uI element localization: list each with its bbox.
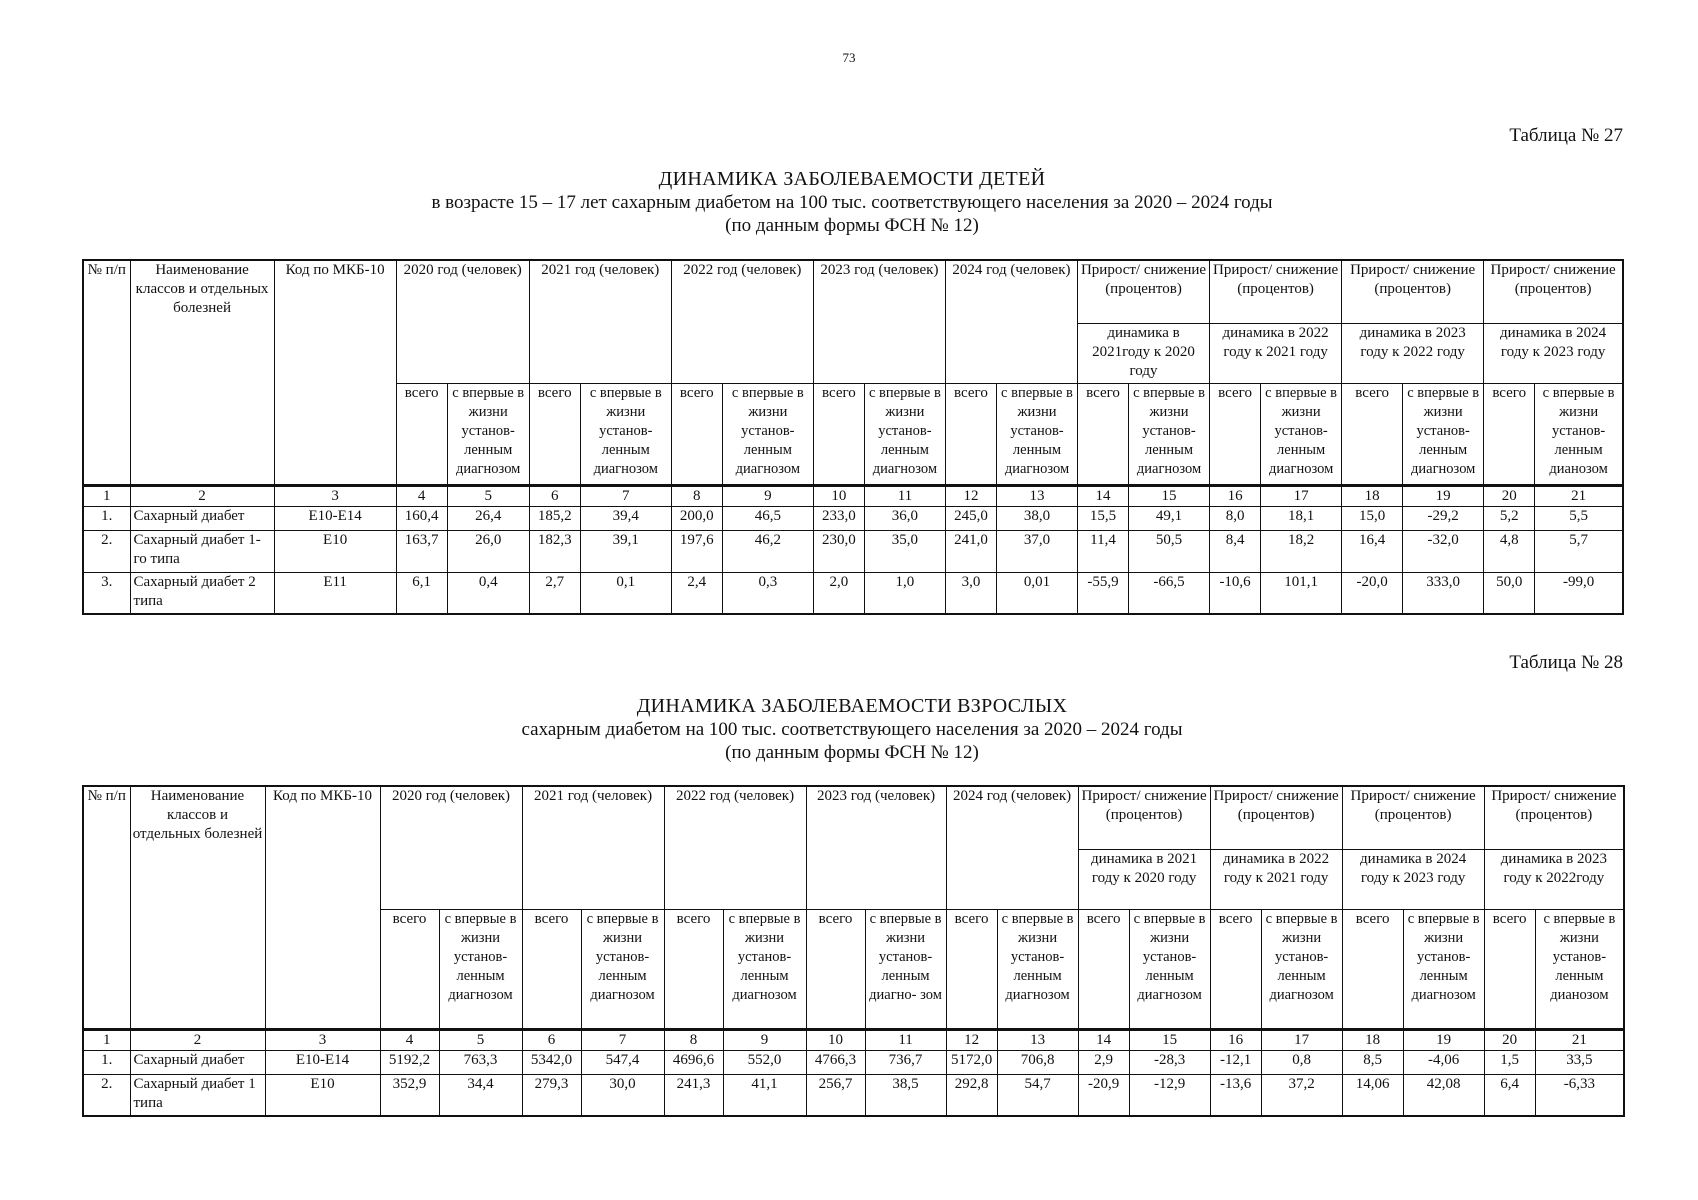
header-total: всего <box>813 383 864 485</box>
column-number: 8 <box>664 1029 723 1050</box>
column-number: 19 <box>1403 1029 1484 1050</box>
value-cell: 292,8 <box>946 1074 997 1116</box>
column-number: 6 <box>522 1029 581 1050</box>
column-number: 10 <box>806 1029 865 1050</box>
value-cell: 256,7 <box>806 1074 865 1116</box>
column-number: 6 <box>529 485 580 506</box>
header-total: всего <box>380 909 439 1029</box>
header-dynamics: динамика в 2022 году к 2021 году <box>1210 849 1342 909</box>
value-cell: -28,3 <box>1129 1050 1210 1074</box>
header-total: всего <box>529 383 580 485</box>
column-number: 5 <box>447 485 529 506</box>
header-growth: Прирост/ снижение (процентов) <box>1342 260 1484 323</box>
header-total: всего <box>946 909 997 1029</box>
header-total: всего <box>1210 383 1261 485</box>
value-cell: 182,3 <box>529 530 580 572</box>
row-number: 1. <box>83 1050 130 1074</box>
value-cell: 200,0 <box>671 506 722 530</box>
table-title-block <box>82 695 1622 764</box>
header-total: всего <box>396 383 447 485</box>
value-cell: 1,0 <box>864 572 945 614</box>
morbidity-table-children <box>82 259 1624 615</box>
header-total: всего <box>1342 383 1403 485</box>
column-number: 8 <box>671 485 722 506</box>
header-total: всего <box>1078 909 1129 1029</box>
value-cell: 38,0 <box>996 506 1077 530</box>
value-cell: 352,9 <box>380 1074 439 1116</box>
column-number: 16 <box>1210 485 1261 506</box>
header-growth: Прирост/ снижение (процентов) <box>1210 786 1342 849</box>
value-cell: -13,6 <box>1210 1074 1261 1116</box>
header-year-2021: 2021 год (человек) <box>522 786 664 909</box>
value-cell: -20,9 <box>1078 1074 1129 1116</box>
header-total: всего <box>664 909 723 1029</box>
column-number: 2 <box>130 485 274 506</box>
table-label: Таблица № 27 <box>1509 125 1623 146</box>
column-number-row <box>83 1029 1624 1050</box>
value-cell: 4766,3 <box>806 1050 865 1074</box>
column-number: 4 <box>380 1029 439 1050</box>
disease-name: Сахарный диабет 1-го типа <box>130 530 274 572</box>
value-cell: 0,1 <box>580 572 671 614</box>
column-number: 2 <box>130 1029 265 1050</box>
value-cell: -12,1 <box>1210 1050 1261 1074</box>
value-cell: 6,1 <box>396 572 447 614</box>
value-cell: 37,0 <box>996 530 1077 572</box>
value-cell: 547,4 <box>581 1050 664 1074</box>
value-cell: 233,0 <box>813 506 864 530</box>
value-cell: 54,7 <box>997 1074 1078 1116</box>
header-first-diagnosed: с впервые в жизни установ- ленным диагнозом <box>723 909 806 1029</box>
value-cell: 736,7 <box>865 1050 946 1074</box>
value-cell: 5342,0 <box>522 1050 581 1074</box>
table-title: ДИНАМИКА ЗАБОЛЕВАЕМОСТИ ДЕТЕЙ <box>658 168 1046 190</box>
column-number: 1 <box>83 1029 130 1050</box>
column-number: 18 <box>1342 485 1403 506</box>
value-cell: 11,4 <box>1078 530 1129 572</box>
table-label: Таблица № 28 <box>1509 652 1623 673</box>
column-number: 3 <box>274 485 396 506</box>
value-cell: 26,4 <box>447 506 529 530</box>
column-number: 12 <box>945 485 996 506</box>
value-cell: 0,8 <box>1261 1050 1342 1074</box>
value-cell: 552,0 <box>723 1050 806 1074</box>
header-first-diagnosed: с впервые в жизни установ- ленным диагнозом <box>447 383 529 485</box>
column-number: 9 <box>722 485 813 506</box>
header-growth: Прирост/ снижение (процентов) <box>1484 260 1623 323</box>
value-cell: 5,2 <box>1484 506 1535 530</box>
header-growth: Прирост/ снижение (процентов) <box>1078 260 1210 323</box>
value-cell: 101,1 <box>1261 572 1342 614</box>
table-subtitle: в возрасте 15 – 17 лет сахарным диабетом на 100 тыс. соответствующего населения за 2020 – 2024 годы <box>431 192 1273 213</box>
value-cell: 33,5 <box>1535 1050 1624 1074</box>
header-dynamics: динамика в 2024 году к 2023 году <box>1484 323 1623 383</box>
table-row <box>83 1074 1624 1116</box>
table-row <box>83 506 1623 530</box>
value-cell: 14,06 <box>1342 1074 1403 1116</box>
column-number-row <box>83 485 1623 506</box>
value-cell: 2,7 <box>529 572 580 614</box>
header-first-diagnosed: с впервые в жизни установ- ленным диагнозом <box>580 383 671 485</box>
value-cell: 37,2 <box>1261 1074 1342 1116</box>
value-cell: 163,7 <box>396 530 447 572</box>
value-cell: 39,4 <box>580 506 671 530</box>
header-first-diagnosed: с впервые в жизни установ- ленным дианозом <box>1535 909 1624 1029</box>
value-cell: 763,3 <box>439 1050 522 1074</box>
column-number: 13 <box>997 1029 1078 1050</box>
header-year-2023: 2023 год (человек) <box>806 786 946 909</box>
header-total: всего <box>806 909 865 1029</box>
value-cell: -10,6 <box>1210 572 1261 614</box>
header-total: всего <box>522 909 581 1029</box>
column-number: 7 <box>581 1029 664 1050</box>
header-first-diagnosed: с впервые в жизни установ- ленным диагнозом <box>1129 909 1210 1029</box>
column-number: 5 <box>439 1029 522 1050</box>
header-first-diagnosed: с впервые в жизни установ- ленным диагнозом <box>1129 383 1210 485</box>
header-growth: Прирост/ снижение (процентов) <box>1210 260 1342 323</box>
value-cell: -99,0 <box>1535 572 1623 614</box>
column-number: 17 <box>1261 1029 1342 1050</box>
row-number: 3. <box>83 572 130 614</box>
value-cell: 30,0 <box>581 1074 664 1116</box>
header-year-2023: 2023 год (человек) <box>813 260 945 383</box>
value-cell: 49,1 <box>1129 506 1210 530</box>
table-row <box>83 1050 1624 1074</box>
header-num: № п/п <box>83 786 130 1029</box>
table-title-block <box>82 168 1622 237</box>
header-first-diagnosed: с впервые в жизни установ- ленным диагнозом <box>1261 909 1342 1029</box>
column-number: 18 <box>1342 1029 1403 1050</box>
value-cell: 5,7 <box>1535 530 1623 572</box>
column-number: 11 <box>864 485 945 506</box>
disease-name: Сахарный диабет 2 типа <box>130 572 274 614</box>
column-number: 21 <box>1535 485 1623 506</box>
icd-code: E11 <box>274 572 396 614</box>
header-first-diagnosed: с впервые в жизни установ- ленным диагно- зом <box>865 909 946 1029</box>
header-year-2022: 2022 год (человек) <box>671 260 813 383</box>
table-source: (по данным формы ФСН № 12) <box>725 215 979 236</box>
value-cell: -66,5 <box>1129 572 1210 614</box>
header-first-diagnosed: с впервые в жизни установ- ленным дианозом <box>1535 383 1623 485</box>
value-cell: -12,9 <box>1129 1074 1210 1116</box>
value-cell: 4696,6 <box>664 1050 723 1074</box>
value-cell: 50,5 <box>1129 530 1210 572</box>
header-first-diagnosed: с впервые в жизни установ- ленным диагнозом <box>864 383 945 485</box>
value-cell: 185,2 <box>529 506 580 530</box>
header-first-diagnosed: с впервые в жизни установ- ленным диагнозом <box>722 383 813 485</box>
header-dynamics: динамика в 2021 году к 2020 году <box>1078 849 1210 909</box>
icd-code: E10 <box>274 530 396 572</box>
header-year-2022: 2022 год (человек) <box>664 786 806 909</box>
header-year-2021: 2021 год (человек) <box>529 260 671 383</box>
value-cell: 38,5 <box>865 1074 946 1116</box>
table-row <box>83 530 1623 572</box>
value-cell: 18,2 <box>1261 530 1342 572</box>
header-first-diagnosed: с впервые в жизни установ- ленным диагнозом <box>1403 383 1484 485</box>
header-total: всего <box>1484 383 1535 485</box>
header-first-diagnosed: с впервые в жизни установ- ленным диагнозом <box>1261 383 1342 485</box>
value-cell: 34,4 <box>439 1074 522 1116</box>
value-cell: 15,0 <box>1342 506 1403 530</box>
column-number: 17 <box>1261 485 1342 506</box>
disease-name: Сахарный диабет <box>130 1050 265 1074</box>
header-first-diagnosed: с впервые в жизни установ- ленным диагнозом <box>581 909 664 1029</box>
value-cell: 2,4 <box>671 572 722 614</box>
header-dynamics: динамика в 2023 году к 2022году <box>1484 849 1624 909</box>
row-number: 1. <box>83 506 130 530</box>
column-number: 4 <box>396 485 447 506</box>
header-name: Наименование классов и отдельных болезней <box>130 260 274 485</box>
value-cell: 8,4 <box>1210 530 1261 572</box>
header-dynamics: динамика в 2022 году к 2021 году <box>1210 323 1342 383</box>
header-total: всего <box>945 383 996 485</box>
value-cell: 160,4 <box>396 506 447 530</box>
value-cell: 333,0 <box>1403 572 1484 614</box>
value-cell: -20,0 <box>1342 572 1403 614</box>
value-cell: 46,5 <box>722 506 813 530</box>
column-number: 3 <box>265 1029 380 1050</box>
column-number: 15 <box>1129 1029 1210 1050</box>
value-cell: 0,3 <box>722 572 813 614</box>
header-total: всего <box>1342 909 1403 1029</box>
value-cell: 41,1 <box>723 1074 806 1116</box>
value-cell: 46,2 <box>722 530 813 572</box>
column-number: 14 <box>1078 1029 1129 1050</box>
value-cell: 2,0 <box>813 572 864 614</box>
header-first-diagnosed: с впервые в жизни установ- ленным диагнозом <box>1403 909 1484 1029</box>
value-cell: 26,0 <box>447 530 529 572</box>
header-total: всего <box>1484 909 1535 1029</box>
value-cell: 16,4 <box>1342 530 1403 572</box>
column-number: 12 <box>946 1029 997 1050</box>
disease-name: Сахарный диабет 1 типа <box>130 1074 265 1116</box>
header-dynamics: динамика в 2021году к 2020 году <box>1078 323 1210 383</box>
row-number: 2. <box>83 530 130 572</box>
value-cell: 245,0 <box>945 506 996 530</box>
value-cell: -6,33 <box>1535 1074 1624 1116</box>
value-cell: 8,0 <box>1210 506 1261 530</box>
header-dynamics: динамика в 2023 году к 2022 году <box>1342 323 1484 383</box>
icd-code: E10-E14 <box>274 506 396 530</box>
value-cell: -32,0 <box>1403 530 1484 572</box>
column-number: 19 <box>1403 485 1484 506</box>
header-first-diagnosed: с впервые в жизни установ- ленным диагнозом <box>997 909 1078 1029</box>
header-growth: Прирост/ снижение (процентов) <box>1078 786 1210 849</box>
column-number: 1 <box>83 485 130 506</box>
header-first-diagnosed: с впервые в жизни установ- ленным диагнозом <box>996 383 1077 485</box>
page-number: 73 <box>842 50 856 65</box>
value-cell: 6,4 <box>1484 1074 1535 1116</box>
value-cell: 36,0 <box>864 506 945 530</box>
value-cell: 3,0 <box>945 572 996 614</box>
header-year-2020: 2020 год (человек) <box>396 260 529 383</box>
table-title: ДИНАМИКА ЗАБОЛЕВАЕМОСТИ ВЗРОСЛЫХ <box>636 695 1068 717</box>
value-cell: -29,2 <box>1403 506 1484 530</box>
header-year-2024: 2024 год (человек) <box>946 786 1078 909</box>
header-code: Код по МКБ-10 <box>274 260 396 485</box>
table-subtitle: сахарным диабетом на 100 тыс. соответствующего населения за 2020 – 2024 годы <box>521 719 1183 740</box>
header-growth: Прирост/ снижение (процентов) <box>1342 786 1484 849</box>
header-growth: Прирост/ снижение (процентов) <box>1484 786 1624 849</box>
column-number: 10 <box>813 485 864 506</box>
table-source: (по данным формы ФСН № 12) <box>725 742 979 763</box>
disease-name: Сахарный диабет <box>130 506 274 530</box>
value-cell: 2,9 <box>1078 1050 1129 1074</box>
value-cell: 706,8 <box>997 1050 1078 1074</box>
value-cell: 241,0 <box>945 530 996 572</box>
value-cell: 197,6 <box>671 530 722 572</box>
morbidity-table-adults <box>82 785 1625 1117</box>
header-total: всего <box>671 383 722 485</box>
column-number: 15 <box>1129 485 1210 506</box>
value-cell: 15,5 <box>1078 506 1129 530</box>
column-number: 16 <box>1210 1029 1261 1050</box>
value-cell: 42,08 <box>1403 1074 1484 1116</box>
header-first-diagnosed: с впервые в жизни установ- ленным диагнозом <box>439 909 522 1029</box>
value-cell: 230,0 <box>813 530 864 572</box>
icd-code: E10-E14 <box>265 1050 380 1074</box>
header-name: Наименование классов и отдельных болезней <box>130 786 265 1029</box>
column-number: 14 <box>1078 485 1129 506</box>
header-num: № п/п <box>83 260 130 485</box>
column-number: 13 <box>996 485 1077 506</box>
value-cell: 50,0 <box>1484 572 1535 614</box>
header-dynamics: динамика в 2024 году к 2023 году <box>1342 849 1484 909</box>
header-year-2024: 2024 год (человек) <box>945 260 1077 383</box>
header-total: всего <box>1210 909 1261 1029</box>
value-cell: 241,3 <box>664 1074 723 1116</box>
value-cell: 5172,0 <box>946 1050 997 1074</box>
column-number: 7 <box>580 485 671 506</box>
column-number: 20 <box>1484 485 1535 506</box>
header-code: Код по МКБ-10 <box>265 786 380 1029</box>
value-cell: -55,9 <box>1078 572 1129 614</box>
value-cell: 35,0 <box>864 530 945 572</box>
value-cell: 18,1 <box>1261 506 1342 530</box>
header-year-2020: 2020 год (человек) <box>380 786 522 909</box>
value-cell: 5192,2 <box>380 1050 439 1074</box>
column-number: 11 <box>865 1029 946 1050</box>
value-cell: 279,3 <box>522 1074 581 1116</box>
value-cell: 8,5 <box>1342 1050 1403 1074</box>
value-cell: -4,06 <box>1403 1050 1484 1074</box>
value-cell: 4,8 <box>1484 530 1535 572</box>
value-cell: 5,5 <box>1535 506 1623 530</box>
icd-code: E10 <box>265 1074 380 1116</box>
column-number: 9 <box>723 1029 806 1050</box>
table-row <box>83 572 1623 614</box>
header-total: всего <box>1078 383 1129 485</box>
column-number: 20 <box>1484 1029 1535 1050</box>
value-cell: 0,4 <box>447 572 529 614</box>
value-cell: 39,1 <box>580 530 671 572</box>
column-number: 21 <box>1535 1029 1624 1050</box>
row-number: 2. <box>83 1074 130 1116</box>
value-cell: 0,01 <box>996 572 1077 614</box>
value-cell: 1,5 <box>1484 1050 1535 1074</box>
